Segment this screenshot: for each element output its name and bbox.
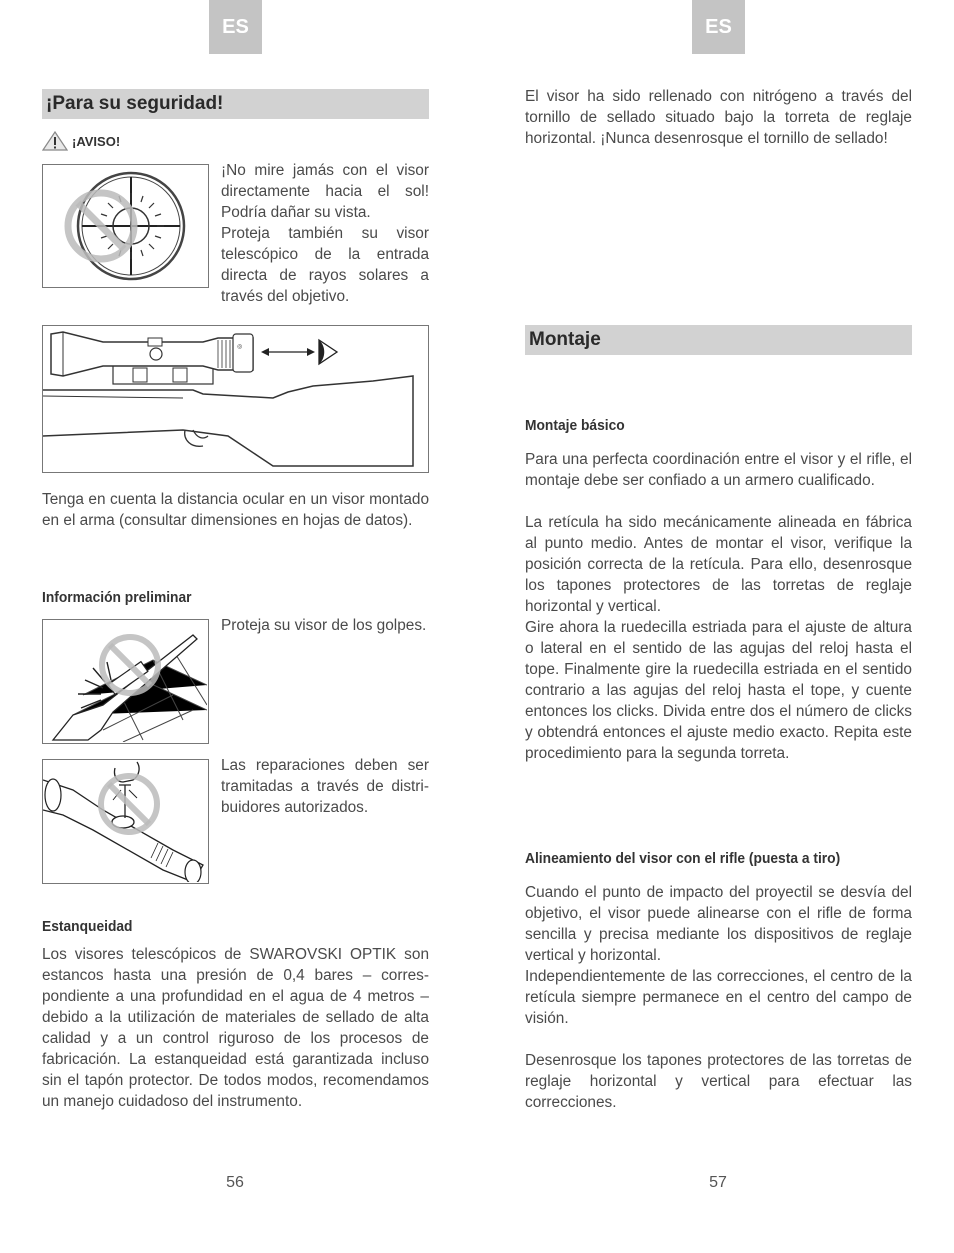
basic-mounting-p3: Gire ahora la ruedecilla estriada para el ajuste de altura o lateral en el sentido de las agujas del reloj hasta el tope. Finalmente gire la ruedecilla estriada en el sentido contrario a las agujas del reloj hasta el tope, y cuente entonces los clicks. Divida entre dos el número de clicks y obtendrá entonces el ajuste medio exacto. Repita este procedimiento para la segunda torreta.: [525, 619, 912, 762]
basic-mounting-p2: La retícula ha sido mecánicamente alineada en fábrica al punto medio. Antes de montar el visor, verifique la posición correcta de la retícula. Para ello, desenrosque los tapones protectores de las torretas de reglaje horizontal y vertical.: [525, 514, 912, 615]
eye-relief-text: Tenga en cuenta la distancia ocular en un visor montado en el arma (consultar dimensiones en hojas de datos).: [42, 491, 429, 529]
basic-mounting-p1: Para una perfecta coordinación entre el visor y el rifle, el montaje debe ser confiado a un armero cualificado.: [525, 451, 912, 489]
repair-text: Las reparaciones deben ser tramitadas a través de distribuidores autorizados.: [221, 757, 429, 816]
page-number-right: 57: [709, 1174, 727, 1191]
warning-row: [42, 131, 120, 151]
safety-section-title: ¡Para su seguridad!: [42, 89, 429, 119]
page-number-left: 56: [226, 1174, 244, 1191]
alignment-heading: Alineamiento del visor con el rifle (puesta a tiro): [525, 850, 841, 867]
prelim-heading: Información preliminar: [42, 589, 192, 606]
waterproof-heading: Estanqueidad: [42, 918, 133, 935]
warning-triangle-icon: [42, 131, 68, 151]
waterproof-text: Los visores telescópicos de SWAROVSKI OPTIK son estancos hasta una presión de 0,4 bares – correspondiente a una profundidad en el agua de 4 metros – debido a la utilización de materiales de sellado de alta calidad y a un control riguroso de los procesos de fabricación. La estanqueidad está garantizada incluso sin el tapón protector. De todos modos, recomendamos un manejo cuidadoso del instrumento.: [42, 946, 429, 1110]
warning-label: ¡AVISO!: [72, 133, 121, 149]
alignment-p1: Cuando el punto de impacto del proyectil se desvía del objetivo, el visor puede alinearse con el rifle de forma sencilla y precisa mediante los dispositivos de reglaje vertical y horizontal.: [525, 884, 912, 964]
alignment-p2: Independientemente de las correcciones, el centro de la retícula siempre permanece en el centro del campo de visión.: [525, 968, 912, 1027]
svg-text:◎: ◎: [237, 343, 243, 350]
nitrogen-text: El visor ha sido rellenado con nitrógeno a través del tornillo de sellado situado bajo la torreta de reglaje horizontal. ¡Nunca desenrosque el tornillo de sellado!: [525, 88, 912, 147]
shock-text: Proteja su visor de los golpes.: [221, 617, 427, 634]
sun-warning-text: ¡No mire jamás con el visor directamente hacia el sol! Podría dañar su vista.: [221, 162, 429, 221]
repair-warning-figure: [42, 759, 209, 884]
shock-warning-figure: [42, 619, 209, 744]
lang-tab-left: ES: [209, 0, 262, 54]
alignment-p3: Desenrosque los tapones protectores de las torretas de reglaje horizontal y vertical para efectuar las correcciones.: [525, 1052, 912, 1111]
eye-relief-figure: [42, 325, 429, 473]
sun-warning-figure: [42, 164, 209, 288]
basic-mounting-heading: Montaje básico: [525, 417, 625, 434]
mounting-section-title: Montaje: [525, 325, 912, 355]
lang-tab-right: ES: [692, 0, 745, 54]
sun-protect-text: Proteja también su visor telescópico de la entrada directa de rayos solares a través del objetivo.: [221, 225, 429, 305]
